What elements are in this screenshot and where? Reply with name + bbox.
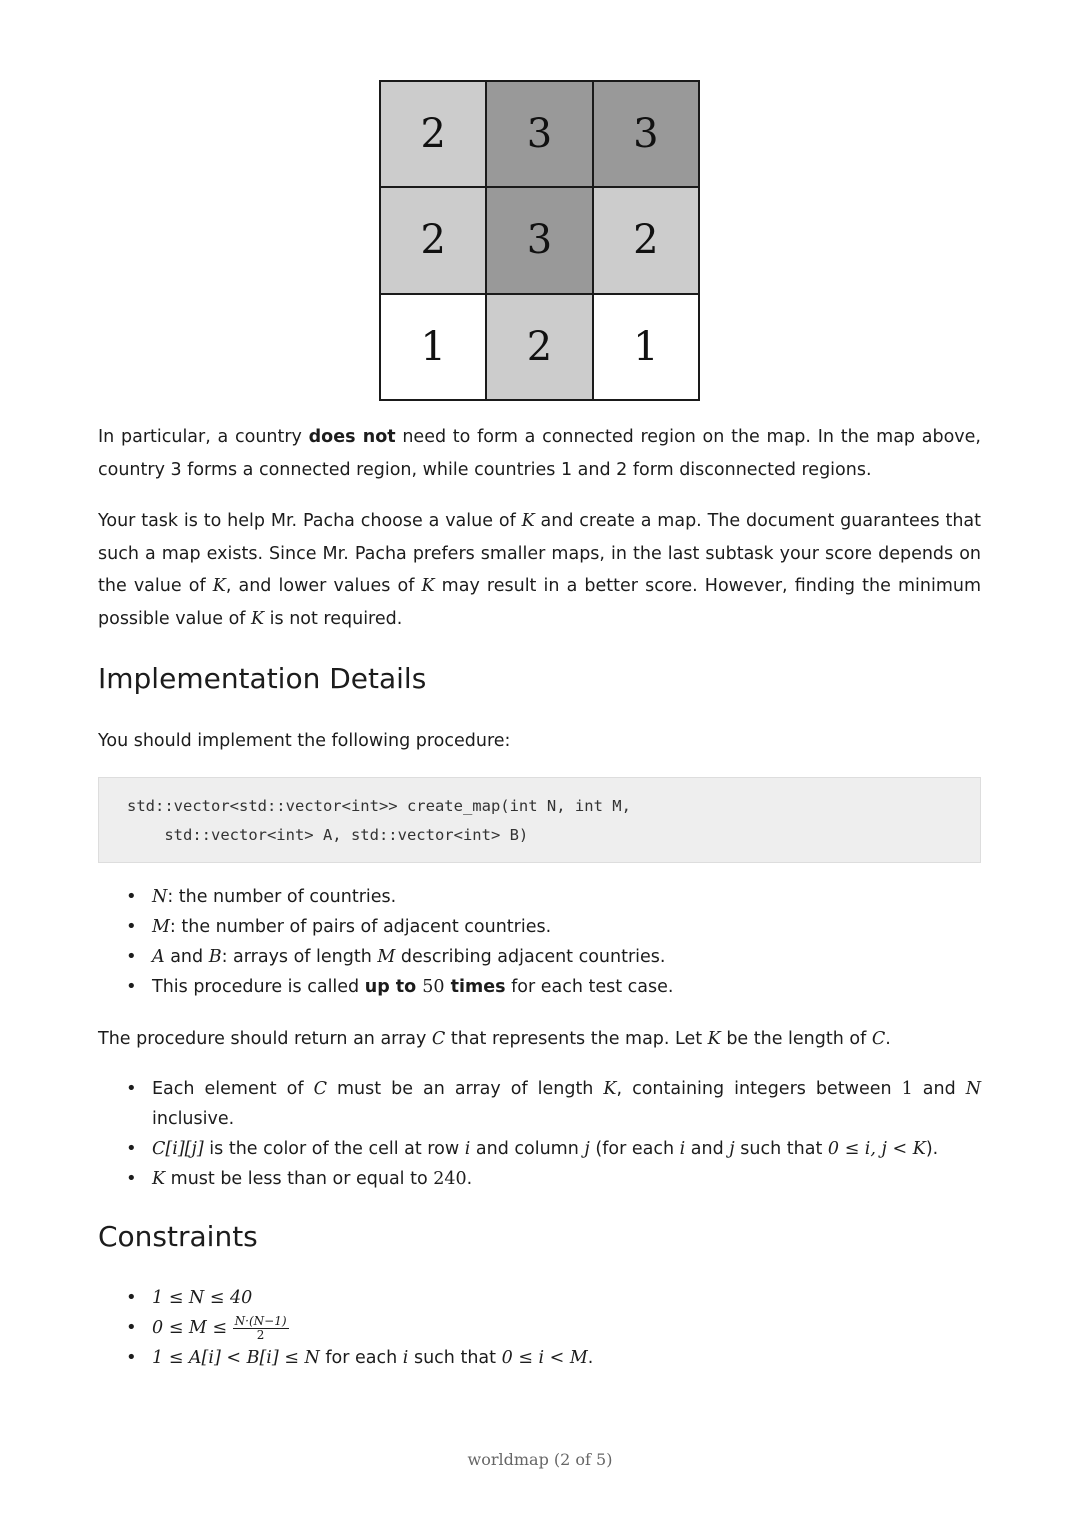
math-1: 1: [901, 1079, 913, 1099]
text: In particular, a country: [98, 427, 309, 447]
text: .: [466, 1169, 473, 1189]
heading-constraints: Constraints: [98, 1220, 258, 1253]
list-item: [98, 1313, 981, 1343]
math-condition: 0 ≤ i < M: [501, 1348, 588, 1368]
text: (for each: [589, 1139, 680, 1159]
text: that represents the map. Let: [445, 1029, 708, 1049]
map-cell: 2: [486, 294, 592, 400]
list-item: [98, 1134, 981, 1164]
math-k: K: [707, 1029, 721, 1049]
list-item: [98, 1343, 981, 1373]
emphasis: times: [444, 977, 506, 997]
math-condition: 0 ≤ i, j < K: [827, 1139, 926, 1159]
fraction-numerator: N·(N−1): [234, 1313, 287, 1328]
emphasis-does-not: does not: [308, 427, 396, 447]
math-c: C: [871, 1029, 886, 1049]
text: for each test case.: [505, 977, 674, 997]
return-rules-list: [98, 1074, 981, 1194]
text: , and lower values of: [225, 576, 422, 596]
text: : the number of countries.: [167, 887, 397, 907]
math-cij: C[i][j]: [152, 1139, 204, 1159]
math-240: 240: [433, 1169, 467, 1189]
constraints-list: [98, 1283, 981, 1373]
math-k: K: [212, 576, 226, 596]
list-item: [98, 1074, 981, 1134]
math-i: i: [402, 1348, 409, 1368]
emphasis: up to: [364, 977, 423, 997]
math-k: K: [152, 1169, 166, 1189]
text: such that: [408, 1348, 502, 1368]
paragraph-task: [98, 505, 981, 635]
math-b: B: [208, 947, 222, 967]
paragraph-connectivity: [98, 421, 981, 486]
text: is the color of the cell at row: [203, 1139, 465, 1159]
text: ).: [925, 1139, 939, 1159]
math-c: C: [431, 1029, 446, 1049]
text: and: [164, 947, 209, 967]
text: for each: [319, 1348, 403, 1368]
map-cell: 1: [593, 294, 699, 400]
math-m: M: [377, 947, 396, 967]
text: and: [685, 1139, 730, 1159]
text: .: [885, 1029, 891, 1049]
fraction: [233, 1315, 289, 1342]
math-m: M: [152, 917, 170, 937]
math-c: C: [313, 1079, 327, 1099]
math-j: j: [584, 1139, 590, 1159]
page-footer: worldmap (2 of 5): [467, 1450, 613, 1469]
map-figure-grid: [379, 80, 700, 401]
text: and: [912, 1079, 966, 1099]
math-j: j: [729, 1139, 735, 1159]
text: : the number of pairs of adjacent countries.: [169, 917, 552, 937]
text: such that: [734, 1139, 828, 1159]
list-item: [98, 1283, 981, 1313]
text: Your task is to help Mr. Pacha choose a value of: [98, 511, 522, 531]
text: inclusive.: [152, 1109, 235, 1129]
map-cell: 1: [380, 294, 486, 400]
list-item: [98, 1164, 981, 1194]
text: : arrays of length: [221, 947, 378, 967]
map-cell: 2: [380, 187, 486, 293]
math-k: K: [251, 608, 265, 629]
param-list: [98, 882, 981, 1002]
list-item: [98, 882, 981, 912]
math-n: N: [965, 1079, 981, 1099]
paragraph-return: [98, 1023, 981, 1056]
math-50: 50: [422, 977, 445, 997]
text: The procedure should return an array: [98, 1029, 432, 1049]
map-cell: 2: [593, 187, 699, 293]
map-cell: 3: [486, 81, 592, 187]
math-i: i: [679, 1139, 686, 1159]
math-constraint-ab: 1 ≤ A[i] < B[i] ≤ N: [152, 1348, 320, 1368]
text: need to form a connected region on the map. In the map above, country 3 forms a connected region, while countries 1 and 2 form disconnected regions.: [98, 427, 981, 480]
list-item: [98, 912, 981, 942]
fraction-denominator: 2: [256, 1327, 265, 1342]
text: , containing integers between: [616, 1079, 902, 1099]
text: and column: [470, 1139, 585, 1159]
math-k: K: [521, 511, 535, 531]
list-item: [98, 942, 981, 972]
text: .: [587, 1348, 594, 1368]
impl-intro: You should implement the following procedure:: [98, 731, 511, 751]
math-constraint-n: 1 ≤ N ≤ 40: [152, 1288, 253, 1308]
text: and create a map. The document guarantees that such a map exists. Since Mr. Pacha prefers smaller maps, in the last subtask your score depends on the value of: [98, 511, 982, 596]
map-cell: 2: [380, 81, 486, 187]
heading-implementation-details: Implementation Details: [98, 662, 427, 695]
text: is not required.: [264, 608, 403, 629]
map-cell: 3: [486, 187, 592, 293]
list-item: [98, 972, 981, 1002]
code-block: std::vector<std::vector<int>> create_map(int N, int M, std::vector<int> A, std::vector<int> B): [98, 777, 981, 863]
math-k: K: [421, 576, 435, 596]
math-n: N: [152, 887, 168, 907]
text: be the length of: [720, 1029, 872, 1049]
text: describing adjacent countries.: [395, 947, 666, 967]
math-i: i: [464, 1139, 471, 1159]
text: must be an array of length: [326, 1079, 604, 1099]
text: Each element of: [152, 1079, 314, 1099]
text: must be less than or equal to: [165, 1169, 434, 1189]
math-a: A: [152, 947, 165, 967]
text: This procedure is called: [152, 977, 365, 997]
text: may result in a better score. However, finding the minimum possible value of: [98, 576, 982, 629]
math-k: K: [603, 1079, 617, 1099]
math-constraint-m: 0 ≤ M ≤: [152, 1318, 228, 1338]
map-cell: 3: [593, 81, 699, 187]
